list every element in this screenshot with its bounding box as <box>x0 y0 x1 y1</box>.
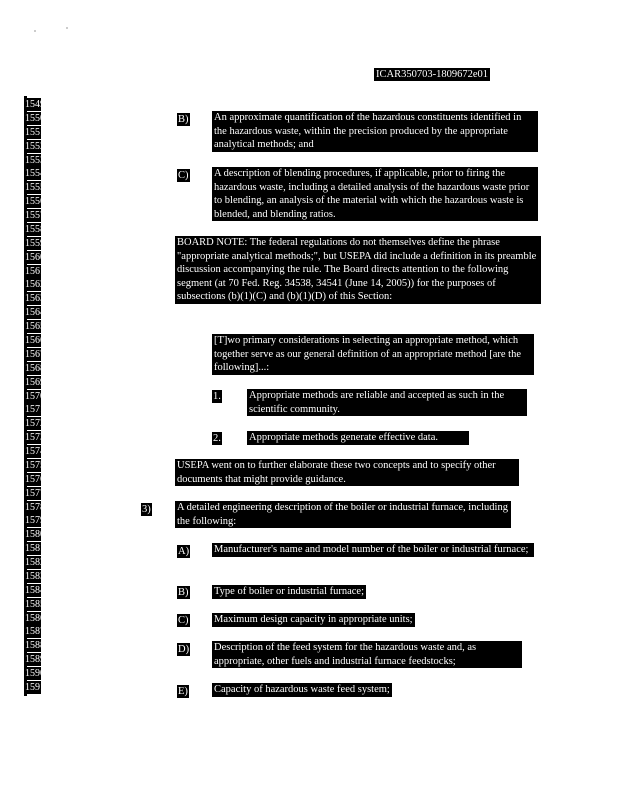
document-id-header: ICAR350703-1809672e01 <box>376 69 488 80</box>
sub-c-label: C) <box>178 615 189 626</box>
line-number: 1549 <box>25 99 45 110</box>
item-b-label: B) <box>178 114 189 125</box>
line-number: 1581 <box>25 543 45 555</box>
quote-definition: [T]wo primary considerations in selecting an appropriate method, which together serve as our general definition of an appropriate method [are the following]...: <box>212 334 534 375</box>
sub-b-text: Type of boiler or industrial furnace; <box>214 586 365 597</box>
line-number: 1590 <box>25 668 45 680</box>
usepa-note: USEPA went on to further elaborate these two concepts and to specify other documents that might provide guidance. <box>175 459 519 486</box>
line-number: 1557 <box>25 210 45 221</box>
line-number: 1566 <box>25 335 45 346</box>
line-number: 1559 <box>25 237 45 249</box>
line-number: 1550 <box>25 112 45 124</box>
line-number: 1554 <box>25 168 45 180</box>
line-number: 1563 <box>25 293 45 305</box>
sub-e-label: E) <box>178 686 188 697</box>
item-b-text: An approximate quantification of the hazardous constituents identified in the hazardous waste, within the precision produced by the appropriate analytical methods; and <box>212 111 538 152</box>
consideration-2-text: Appropriate methods generate effective data. <box>247 431 469 445</box>
scan-speck <box>34 30 36 32</box>
line-number: 1555 <box>25 182 45 194</box>
sub-e-text: Capacity of hazardous waste feed system; <box>214 684 390 695</box>
line-number: 1560 <box>25 251 45 263</box>
sub-d-label: D) <box>178 644 190 655</box>
line-number: 1562 <box>25 279 45 291</box>
line-number: 1588 <box>25 640 45 652</box>
sub-b-label: B) <box>178 587 189 598</box>
line-number: 1577 <box>25 487 45 499</box>
line-number: 1575 <box>25 459 45 471</box>
line-number: 1570 <box>25 390 45 402</box>
line-number: 1572 <box>25 418 45 430</box>
sub-d-text: Description of the feed system for the hazardous waste and, as appropriate, other fuels and industrial furnace feedstocks; <box>212 641 522 668</box>
line-number: 1576 <box>25 473 45 485</box>
item-c-label: C) <box>178 170 189 181</box>
line-number: 1574 <box>25 446 45 457</box>
line-number: 1591 <box>25 682 45 693</box>
consideration-1-text: Appropriate methods are reliable and accepted as such in the scientific community. <box>247 389 527 416</box>
consideration-1-label: 1. <box>213 391 221 402</box>
line-number: 1585 <box>25 598 45 610</box>
line-number: 1583 <box>25 570 45 582</box>
item-3-label: 3) <box>142 504 151 515</box>
line-number: 1564 <box>25 307 45 319</box>
line-number: 1561 <box>25 265 45 277</box>
item-3-text: A detailed engineering description of the boiler or industrial furnace, including the following: <box>175 501 511 528</box>
line-number: 1568 <box>25 362 45 374</box>
line-number: 1589 <box>25 654 45 666</box>
line-number: 1556 <box>25 196 45 208</box>
sub-a-label: A) <box>178 546 190 557</box>
line-number: 1571 <box>25 404 45 416</box>
line-number: 1565 <box>25 321 45 333</box>
line-number: 1567 <box>25 348 45 360</box>
line-number: 1578 <box>25 501 45 513</box>
line-number: 1558 <box>25 223 45 235</box>
line-number: 1553 <box>25 154 45 166</box>
line-number: 1579 <box>25 515 45 527</box>
line-number: 1582 <box>25 557 45 568</box>
line-number: 1584 <box>25 584 45 596</box>
line-number: 1552 <box>25 140 45 152</box>
consideration-2-label: 2. <box>213 433 221 444</box>
sub-c-text: Maximum design capacity in appropriate units; <box>214 614 413 625</box>
board-note: BOARD NOTE: The federal regulations do not themselves define the phrase "appropriate analytical methods;", but USEPA did include a definition in its preamble discussion accompanying the rule. The Board directs attention to the following segment (at 70 Fed. Reg. 34538, 34541 (June 14, 2005)) for the purposes of subsections (b)(1)(C) and (b)(1)(D) of this Section: <box>175 236 541 304</box>
line-number: 1587 <box>25 626 45 638</box>
scan-speck <box>66 27 68 29</box>
line-number: 1569 <box>25 376 45 388</box>
line-number: 1573 <box>25 432 45 444</box>
sub-a-text: Manufacturer's name and model number of the boiler or industrial furnace; <box>212 543 534 557</box>
line-number: 1580 <box>25 529 45 541</box>
item-c-text: A description of blending procedures, if applicable, prior to firing the hazardous waste, including a detailed analysis of the hazardous waste prior to blending, an analysis of the material with which the hazardous waste is blended, and blending ratios. <box>212 167 538 221</box>
line-number: 1551 <box>25 126 45 138</box>
line-number: 1586 <box>25 612 45 624</box>
